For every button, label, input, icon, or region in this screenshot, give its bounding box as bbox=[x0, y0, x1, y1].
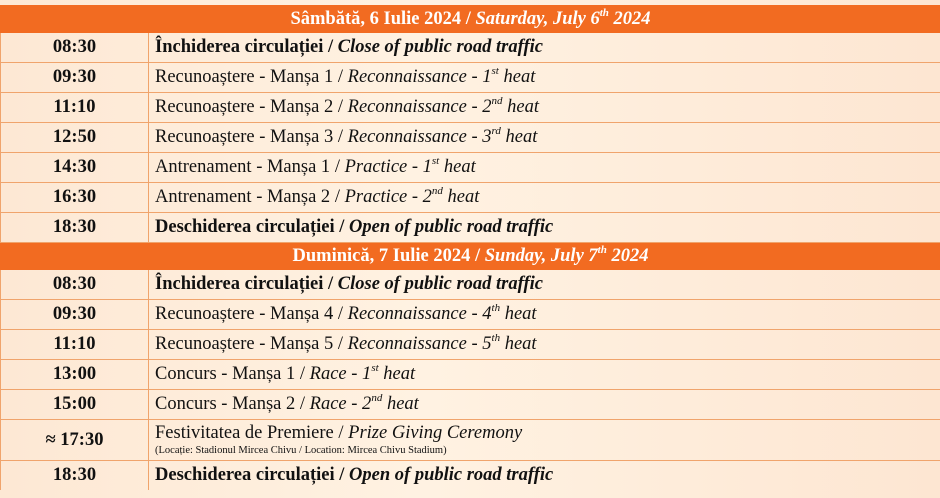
event-name bbox=[149, 270, 940, 300]
event-name-en bbox=[345, 157, 476, 177]
event-name-en-suffix: heat bbox=[498, 67, 536, 88]
event-name-en bbox=[348, 97, 539, 117]
event-name-en-text: Reconnaissance - 4 bbox=[347, 304, 492, 325]
table-row bbox=[1, 63, 940, 93]
event-name bbox=[149, 213, 940, 243]
event-time: 15:00 bbox=[1, 390, 149, 420]
event-name-en bbox=[348, 334, 537, 354]
ordinal-suffix: th bbox=[599, 6, 609, 19]
event-time: 09:30 bbox=[1, 300, 149, 330]
event-name-en-suffix: heat bbox=[439, 157, 476, 178]
event-name-ro: Deschiderea circulației bbox=[155, 465, 335, 486]
separator: / bbox=[333, 334, 348, 355]
ordinal-suffix: st bbox=[491, 65, 499, 78]
day-title bbox=[1, 6, 940, 33]
event-name bbox=[149, 420, 940, 461]
event-name-en-text: Reconnaissance - 2 bbox=[347, 97, 492, 118]
event-name-en bbox=[348, 127, 538, 147]
event-name-en-suffix: heat bbox=[442, 187, 480, 208]
separator: / bbox=[333, 304, 348, 325]
event-name-en bbox=[345, 187, 480, 207]
event-name-ro: Închiderea circulației bbox=[155, 274, 324, 295]
day-title-en-text: Sunday, July 7 bbox=[484, 245, 598, 266]
event-name-en bbox=[348, 423, 522, 443]
event-name-ro: Recunoaștere - Manșa 1 bbox=[155, 67, 334, 88]
location-note: (Locație: Stadionul Mircea Chivu / Location: Mircea Chivu Stadium) bbox=[155, 444, 447, 456]
event-name-ro: Antrenament - Manșa 1 bbox=[155, 157, 331, 178]
event-name-en-text: Practice - 2 bbox=[344, 187, 432, 208]
separator: / bbox=[333, 127, 348, 148]
event-name-en-text: Open of public road traffic bbox=[349, 217, 554, 238]
event-time: 18:30 bbox=[1, 213, 149, 243]
event-name-en bbox=[349, 217, 553, 237]
event-name-ro: Concurs - Manșa 1 bbox=[155, 364, 296, 385]
table-row bbox=[1, 270, 940, 300]
event-name-en-text: Close of public road traffic bbox=[337, 37, 543, 58]
event-name bbox=[149, 390, 940, 420]
table-row bbox=[1, 123, 940, 153]
day-title bbox=[1, 243, 940, 270]
event-name bbox=[149, 33, 940, 63]
event-name-en bbox=[310, 364, 415, 384]
separator: / bbox=[323, 274, 338, 295]
event-name-en bbox=[310, 394, 419, 414]
table-row bbox=[1, 330, 940, 360]
event-name-en-suffix: heat bbox=[500, 127, 538, 148]
day-title-en bbox=[475, 6, 651, 29]
event-name-en-text: Reconnaissance - 1 bbox=[347, 67, 492, 88]
table-row bbox=[1, 93, 940, 123]
ordinal-suffix: st bbox=[431, 155, 440, 168]
event-time: 14:30 bbox=[1, 153, 149, 183]
separator: / bbox=[334, 465, 350, 486]
separator: / bbox=[295, 394, 310, 415]
table-row bbox=[1, 33, 940, 63]
event-name-ro: Recunoaștere - Manșa 4 bbox=[155, 304, 334, 325]
day-title-en-text: Saturday, July 6 bbox=[475, 8, 600, 29]
event-name-en-suffix: heat bbox=[502, 97, 539, 118]
event-name-en-text: Reconnaissance - 5 bbox=[347, 334, 492, 355]
separator: / bbox=[461, 8, 476, 29]
event-name bbox=[149, 153, 940, 183]
separator: / bbox=[330, 157, 345, 178]
event-name-ro: Recunoaștere - Manșa 2 bbox=[155, 97, 334, 118]
separator: / bbox=[470, 245, 485, 266]
event-name-ro: Recunoaștere - Manșa 3 bbox=[155, 127, 334, 148]
event-name-en-suffix: heat bbox=[382, 394, 419, 415]
event-name-en bbox=[348, 67, 536, 87]
ordinal-suffix: th bbox=[491, 302, 501, 315]
event-name-en-text: Reconnaissance - 3 bbox=[347, 127, 492, 148]
event-time: 12:50 bbox=[1, 123, 149, 153]
ordinal-suffix: nd bbox=[491, 95, 503, 108]
day-title-en-year: 2024 bbox=[608, 8, 651, 29]
table-row bbox=[1, 461, 940, 491]
day-title-ro: Duminică, 7 Iulie 2024 bbox=[292, 245, 471, 266]
ordinal-suffix: st bbox=[371, 362, 379, 375]
separator: / bbox=[295, 364, 310, 385]
separator: / bbox=[333, 67, 348, 88]
event-name-en bbox=[338, 274, 543, 294]
table-row bbox=[1, 420, 940, 461]
event-name bbox=[149, 123, 940, 153]
event-name bbox=[149, 63, 940, 93]
event-name-en-text: Open of public road traffic bbox=[349, 465, 554, 486]
event-name-en bbox=[348, 304, 537, 324]
event-name bbox=[149, 93, 940, 123]
day-title-en-year: 2024 bbox=[606, 245, 649, 266]
day-header-saturday bbox=[1, 6, 940, 33]
separator: / bbox=[323, 37, 338, 58]
separator: / bbox=[330, 187, 345, 208]
day-title-en bbox=[484, 243, 649, 266]
table-row bbox=[1, 213, 940, 243]
table-row bbox=[1, 390, 940, 420]
ordinal-suffix: nd bbox=[371, 392, 383, 405]
event-name-en-suffix: heat bbox=[500, 304, 537, 325]
event-name bbox=[149, 300, 940, 330]
schedule-table bbox=[0, 5, 940, 490]
event-time: 09:30 bbox=[1, 63, 149, 93]
event-name-ro: Recunoaștere - Manșa 5 bbox=[155, 334, 334, 355]
event-time: 08:30 bbox=[1, 270, 149, 300]
event-name-ro: Antrenament - Manșa 2 bbox=[155, 187, 331, 208]
event-name-en-suffix: heat bbox=[500, 334, 537, 355]
event-name bbox=[149, 360, 940, 390]
event-time: 11:10 bbox=[1, 330, 149, 360]
ordinal-suffix: rd bbox=[491, 125, 501, 138]
event-time: ≈ 17:30 bbox=[1, 420, 149, 461]
separator: / bbox=[334, 217, 350, 238]
ordinal-suffix: th bbox=[597, 243, 607, 256]
day-title-ro: Sâmbătă, 6 Iulie 2024 bbox=[290, 8, 462, 29]
separator: / bbox=[333, 423, 349, 443]
event-time: 16:30 bbox=[1, 183, 149, 213]
event-name-ro: Concurs - Manșa 2 bbox=[155, 394, 296, 415]
event-name-en bbox=[338, 37, 543, 57]
table-row bbox=[1, 183, 940, 213]
event-name-en-text: Practice - 1 bbox=[344, 157, 432, 178]
event-name-ro: Închiderea circulației bbox=[155, 37, 324, 58]
event-name-en-text: Prize Giving Ceremony bbox=[348, 423, 523, 443]
event-time: 18:30 bbox=[1, 461, 149, 491]
event-name-ro: Deschiderea circulației bbox=[155, 217, 335, 238]
table-row bbox=[1, 360, 940, 390]
event-name bbox=[149, 330, 940, 360]
event-name-en-text: Race - 1 bbox=[309, 364, 372, 385]
table-row bbox=[1, 300, 940, 330]
event-name-en bbox=[349, 465, 553, 485]
event-time: 13:00 bbox=[1, 360, 149, 390]
ordinal-suffix: th bbox=[491, 332, 501, 345]
event-name-en-text: Close of public road traffic bbox=[337, 274, 543, 295]
event-name-ro: Festivitatea de Premiere bbox=[155, 423, 334, 443]
event-name bbox=[149, 183, 940, 213]
day-header-sunday bbox=[1, 243, 940, 270]
separator: / bbox=[333, 97, 348, 118]
table-row bbox=[1, 153, 940, 183]
event-name-en-suffix: heat bbox=[378, 364, 416, 385]
event-time: 08:30 bbox=[1, 33, 149, 63]
ordinal-suffix: nd bbox=[431, 185, 443, 198]
event-name-en-text: Race - 2 bbox=[309, 394, 372, 415]
event-name bbox=[149, 461, 940, 491]
event-time: 11:10 bbox=[1, 93, 149, 123]
